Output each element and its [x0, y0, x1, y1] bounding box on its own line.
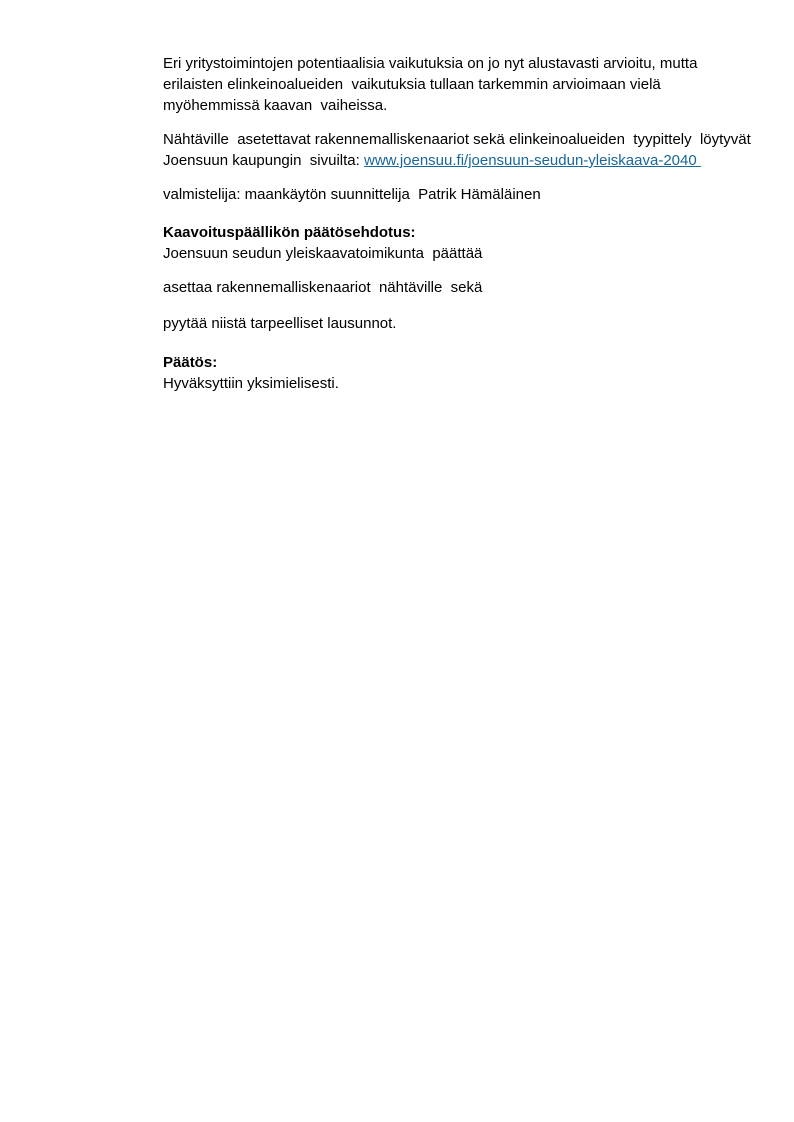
decision-proposal-heading: Kaavoituspäällikön päätösehdotus: — [163, 224, 416, 241]
paragraph-preparer — [163, 184, 763, 205]
body-text-line-with-link — [163, 152, 701, 169]
paragraph-request-statements — [163, 313, 763, 334]
decision-heading: Päätös: — [163, 354, 218, 371]
paragraph-scenarios-online — [163, 129, 763, 171]
paragraph-set-on-display — [163, 277, 763, 298]
yleiskaava-2040-link[interactable]: www.joensuu.fi/joensuun-seudun-yleiskaava-2040 — [363, 152, 701, 169]
paragraph-impact-assessment — [163, 53, 763, 116]
body-text-line: Joensuun seudun yleiskaavatoimikunta päättää — [163, 245, 483, 262]
paragraph-decision — [163, 352, 763, 394]
body-text-line: Nähtäville asetettavat rakennemalliskenaariot sekä elinkeinoalueiden tyypittely löytyvät — [163, 131, 751, 148]
link-prefix-text: Joensuun kaupungin sivuilta: — [163, 152, 364, 169]
body-text-line: pyytää niistä tarpeelliset lausunnot. — [163, 315, 397, 332]
body-text-line: asettaa rakennemalliskenaariot nähtäville sekä — [163, 279, 483, 296]
body-text-line: Eri yritystoimintojen potentiaalisia vaikutuksia on jo nyt alustavasti arvioitu, mutta — [163, 55, 698, 72]
preparer-line: valmistelija: maankäytön suunnittelija Patrik Hämäläinen — [163, 186, 541, 203]
decision-result-line: Hyväksyttiin yksimielisesti. — [163, 375, 339, 392]
document-body — [163, 53, 763, 407]
paragraph-decision-proposal — [163, 222, 763, 264]
body-text-line: myöhemmissä kaavan vaiheissa. — [163, 97, 388, 114]
body-text-line: erilaisten elinkeinoalueiden vaikutuksia tullaan tarkemmin arvioimaan vielä — [163, 76, 661, 93]
